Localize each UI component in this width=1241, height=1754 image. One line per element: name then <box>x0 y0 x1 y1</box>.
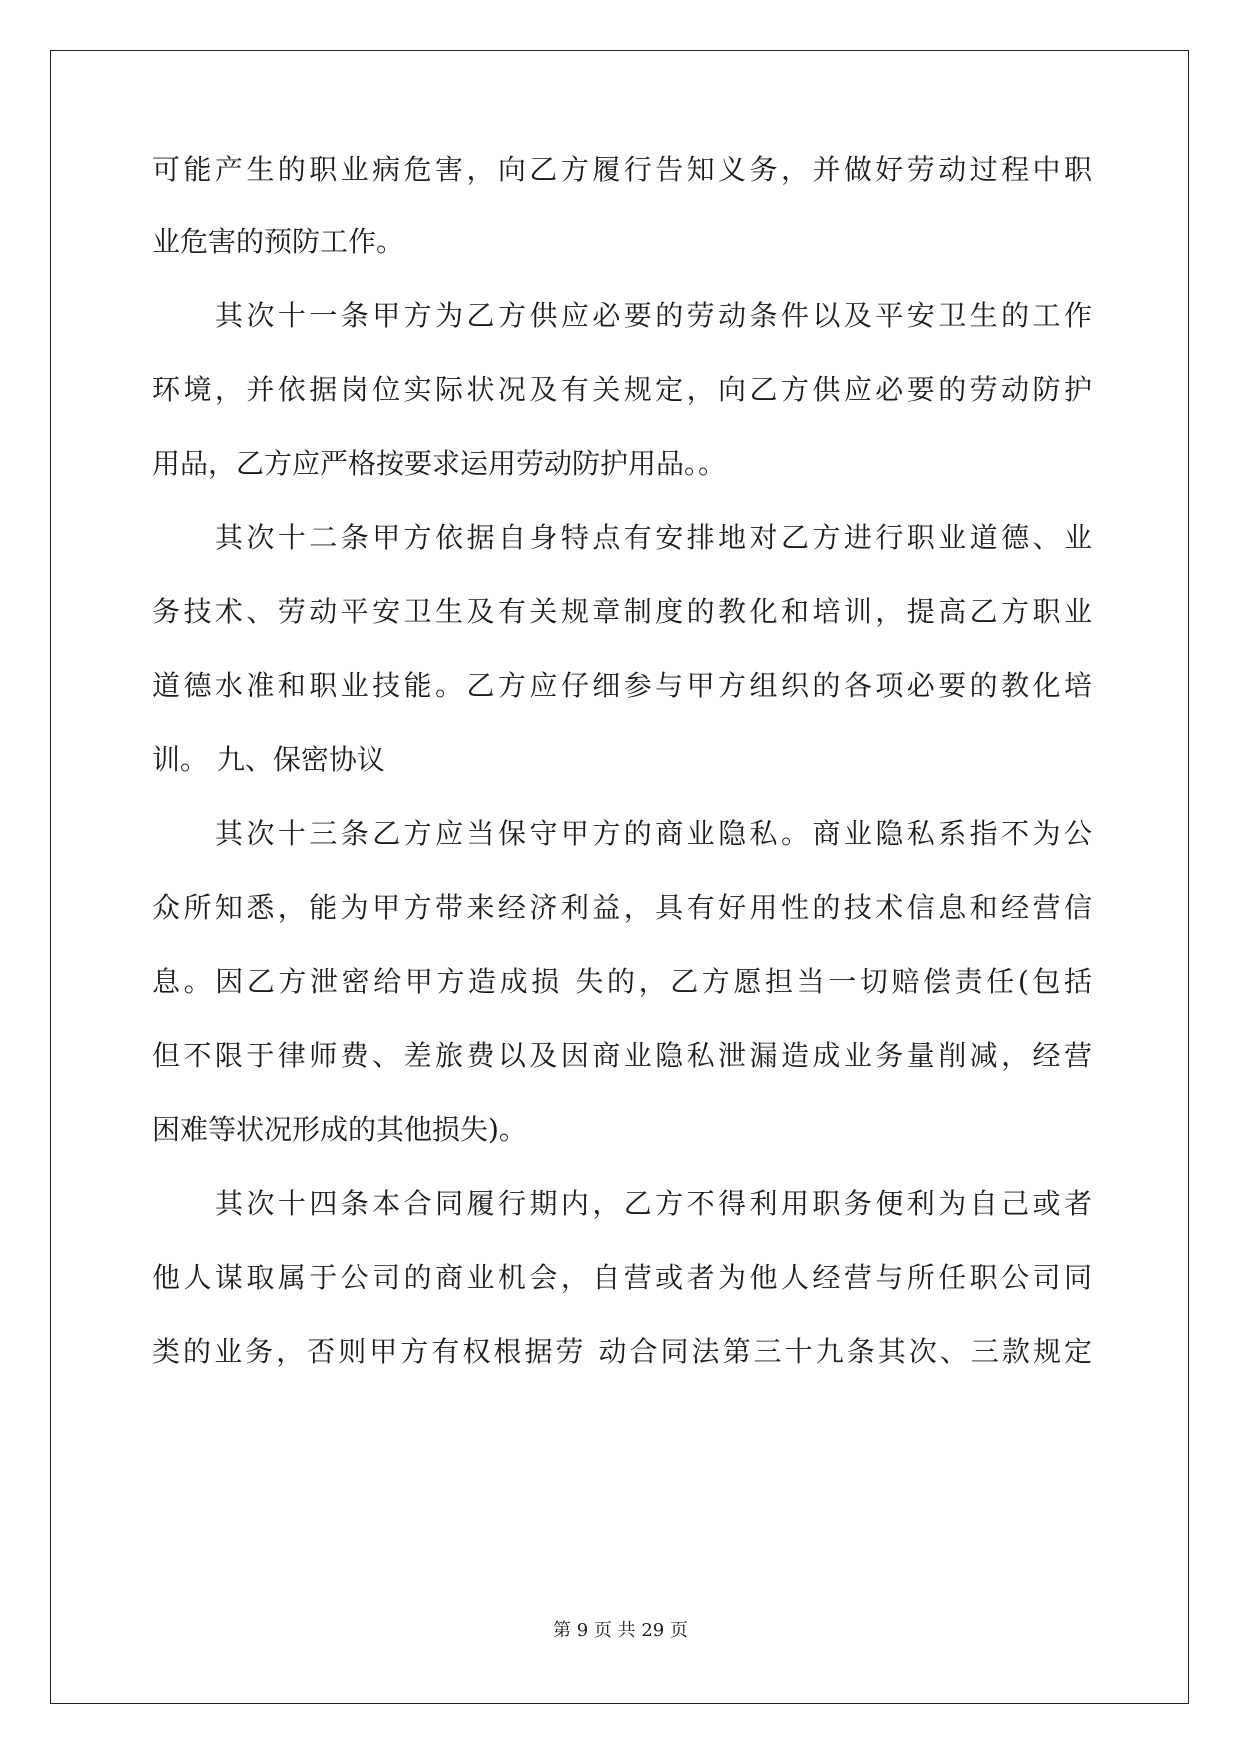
text-line: 环境，并依据岗位实际状况及有关规定，向乙方供应必要的劳动防护 <box>152 373 1092 406</box>
text-line: 类的业务，否则甲方有权根据劳 动合同法第三十九条其次、三款规定 <box>152 1335 1092 1368</box>
text-line: 但不限于律师费、差旅费以及因商业隐私泄漏造成业务量削减，经营 <box>152 1039 1092 1072</box>
text-line: 可能产生的职业病危害，向乙方履行告知义务，并做好劳动过程中职 <box>152 153 1092 186</box>
text-line: 其次十二条甲方依据自身特点有安排地对乙方进行职业道德、业 <box>215 521 1092 554</box>
text-line: 困难等状况形成的其他损失)。 <box>152 1113 527 1146</box>
text-line: 务技术、劳动平安卫生及有关规章制度的教化和培训，提高乙方职业 <box>152 595 1092 628</box>
text-line: 道德水准和职业技能。乙方应仔细参与甲方组织的各项必要的教化培 <box>152 669 1092 702</box>
text-line: 业危害的预防工作。 <box>152 225 405 258</box>
page-number-footer: 第 9 页 共 29 页 <box>553 1620 688 1641</box>
text-line: 用品，乙方应严格按要求运用劳动防护用品。。 <box>152 447 727 480</box>
text-line: 众所知悉，能为甲方带来经济利益，具有好用性的技术信息和经营信 <box>152 891 1092 924</box>
text-line: 其次十四条本合同履行期内，乙方不得利用职务便利为自己或者 <box>215 1187 1092 1220</box>
text-line: 其次十三条乙方应当保守甲方的商业隐私。商业隐私系指不为公 <box>215 817 1092 850</box>
text-line: 其次十一条甲方为乙方供应必要的劳动条件以及平安卫生的工作 <box>215 299 1092 332</box>
text-line: 息。因乙方泄密给甲方造成损 失的，乙方愿担当一切赔偿责任(包括 <box>152 965 1092 998</box>
text-line: 他人谋取属于公司的商业机会，自营或者为他人经营与所任职公司同 <box>152 1261 1092 1294</box>
text-line: 训。 九、保密协议 <box>152 743 385 776</box>
